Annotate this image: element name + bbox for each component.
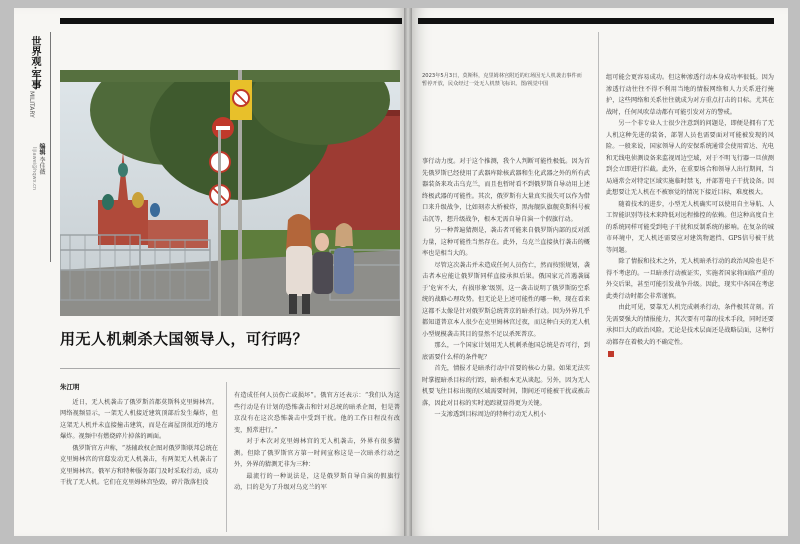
end-mark-icon (608, 351, 614, 357)
photo-illustration (60, 70, 400, 316)
top-rule (418, 18, 774, 24)
paragraph: 有造成任何人员伤亡或损坏”。俄官方还表示：“我们认为这些行动是有计划的恐怖袭击和针对总统的暗杀企图，但是普京没有在这次恐怖袭击中受到干扰。他的工作日程没有改变，照常进行。” (234, 392, 400, 434)
side-rule (50, 32, 51, 262)
paragraph: 另一种普遍猜测是，袭击者可能来自俄罗斯内部的反对派力量，这种可能性当然存在。此外，乌克兰直接执行袭击的概率也是相当大的。 (422, 227, 590, 257)
section-name: 世界观·军事 (29, 36, 40, 90)
headline-rule (60, 368, 400, 369)
paragraph: 组可能会更容易成功。但这种渗透行动本身成功率很低。因为渗透行动往往不得不利用当地的情报网络和人力关系进行掩护，这些网络和关系往往就成为对方重点打击的目标。尤其在战时，任何风吹草动都有可能引发对方的警戒。 (606, 74, 774, 116)
paragraph: 另一个非专业人士很少注意到的问题是，即便是拥有了无人机这种先进的装备，部署人员也需要面对可能被发现的风险。一般来说，国家领导人的安保系统通常会使用雷达、光电和无线电侦测设备来监视周边空域，对于不明飞行器一旦侦测到会立即进行拦截。此外，在重要场合和领导人出行期间，当局通常会对特定区域实施临时禁飞，并部署电子干扰设备。因此想要让无人机在不被察觉的情况下接近目标，难度极大。 (606, 120, 774, 196)
top-rule (60, 18, 402, 24)
right-column-2 (606, 72, 774, 524)
editor-credit (28, 143, 46, 190)
paragraph: 随着技术的进步，小型无人机确实可以使用自主导航、人工智能识别等技术来降低对远程操控的依赖。但这种高度自主的系统同样可能受到电子干扰和反制系统的影响。在复杂的城市环境中，无人机还需要应对建筑物遮挡、GPS信号被干扰等问题。 (606, 200, 774, 254)
editor-email: lijiawei@hqwx.cn (31, 147, 37, 191)
kremlin-photo (60, 70, 400, 316)
paragraph: 尽管这次袭击并未造成任何人员伤亡，然而按照规划，袭击者本应能让俄罗斯同样直接承担后果。俄国家元首遇袭属于‘危害不大，有损形象’级别，这一袭击说明了俄罗斯防空系统的战略心理攻势。但无论是上述可能性的哪一种，现在看来这都不太像是针对俄罗斯总统普京的暗杀行动。因为外界几乎都知道普京本人很少在克里姆林宫过夜，而这种白天的无人机小型规模袭击其目的显然不足以杀死普京。 (422, 261, 590, 338)
paragraph: 由此可见，要靠无人机完成刺杀行动，条件极其苛刻。首先需要强大的情报能力，其次要有可靠的技术手段，同时还要承担巨大的政治风险。无论是技术层面还是战略层面，这种行动都存在着极大的不确定性。 (606, 304, 774, 346)
paragraph: 那么，一个国家计划用无人机刺杀他国总统是否可行，到底需要什么样的条件呢？ (422, 342, 590, 361)
right-page (408, 8, 788, 536)
paragraph: 除了情报和技术之外，无人机暗杀行动的政治风险也是不得不考虑的。一旦暗杀行动被证实，实施者国家将面临严重的外交后果，甚至可能引发战争升级。因此，现实中各国在考虑此类行动时都会非常谨慎。 (606, 258, 774, 300)
left-column-2 (234, 390, 400, 532)
left-page (14, 8, 408, 536)
paragraph: 事行动力度。对于这个推测，我个人判断可能性极低。因为首先俄罗斯已经使用了武器库除核武器和生化武器之外的所有武器装备来攻击乌克兰，而且也暂时看不到俄罗斯自导动用上述终极武器的可能性。其次，俄罗斯有大量真实损失可以作为借口来升级战争，比如刻赤大桥被炸，黑海舰队旗舰莫斯科号被击沉等，想升级战争，根本无需自导自演一个假旗行动。 (422, 158, 590, 223)
right-column-1 (422, 156, 590, 530)
paragraph: 俄罗斯官方声称，“基辅政权企图对俄罗斯联邦总统在克里姆林宫的官邸发动无人机袭击，有两架无人机袭击了克里姆林宫。俄军方和特种服务部门及时采取行动，成功干扰了无人机。它们在克里姆林宫坠毁，碎片散落但没 (60, 444, 218, 486)
section-name-en: MILITARY (28, 91, 35, 119)
article-headline: 用无人机刺杀大国领导人，可行吗？ (60, 330, 309, 348)
paragraph: 最流行的一种说法是，这是俄罗斯自导自演的假旗行动，目的是为了升级对乌克兰的军 (234, 472, 400, 491)
author-byline: 朱江明 (60, 383, 80, 391)
book-gutter (404, 8, 412, 536)
column-rule (226, 382, 227, 532)
paragraph: 对于本次对克里姆林宫的无人机袭击，外界有很多猜测。但除了俄罗斯官方第一时间宣称这是一次暗杀行动之外，外界的猜测无非为三种： (234, 438, 400, 468)
paragraph: 首先，情报才是暗杀行动中首要的核心力量。如果无法实时掌握暗杀目标的行踪，暗杀根本无从谈起。另外，因为无人机要飞往目标出现的区域需要时间，期间还可能被干扰或被击落，因此对目标的实时追踪就显得更为关键。 (422, 365, 590, 407)
editor-role: 编辑 (38, 143, 45, 155)
paragraph: 近日，无人机袭击了俄罗斯首都莫斯科克里姆林宫。网络视频显示，一架无人机接近建筑顶部后发生爆炸，但这架无人机并未直接撞击建筑，而是在离屋顶很近的地方爆炸。视频中有燃烧碎片掉落的画面。 (60, 398, 218, 440)
paragraph: 一支渗透到目标周边的特种行动无人机小 (434, 411, 546, 418)
left-column-1 (60, 382, 218, 532)
photo-caption: 2023年5月3日，莫斯科，克里姆林宫附近的红场因无人机袭击事件而暂停开放，民众经过一处无人机禁飞标识。图/视觉中国 (422, 73, 582, 87)
section-label (28, 36, 46, 118)
editor-name: 李佳薇 (38, 156, 45, 175)
column-rule (598, 32, 599, 530)
